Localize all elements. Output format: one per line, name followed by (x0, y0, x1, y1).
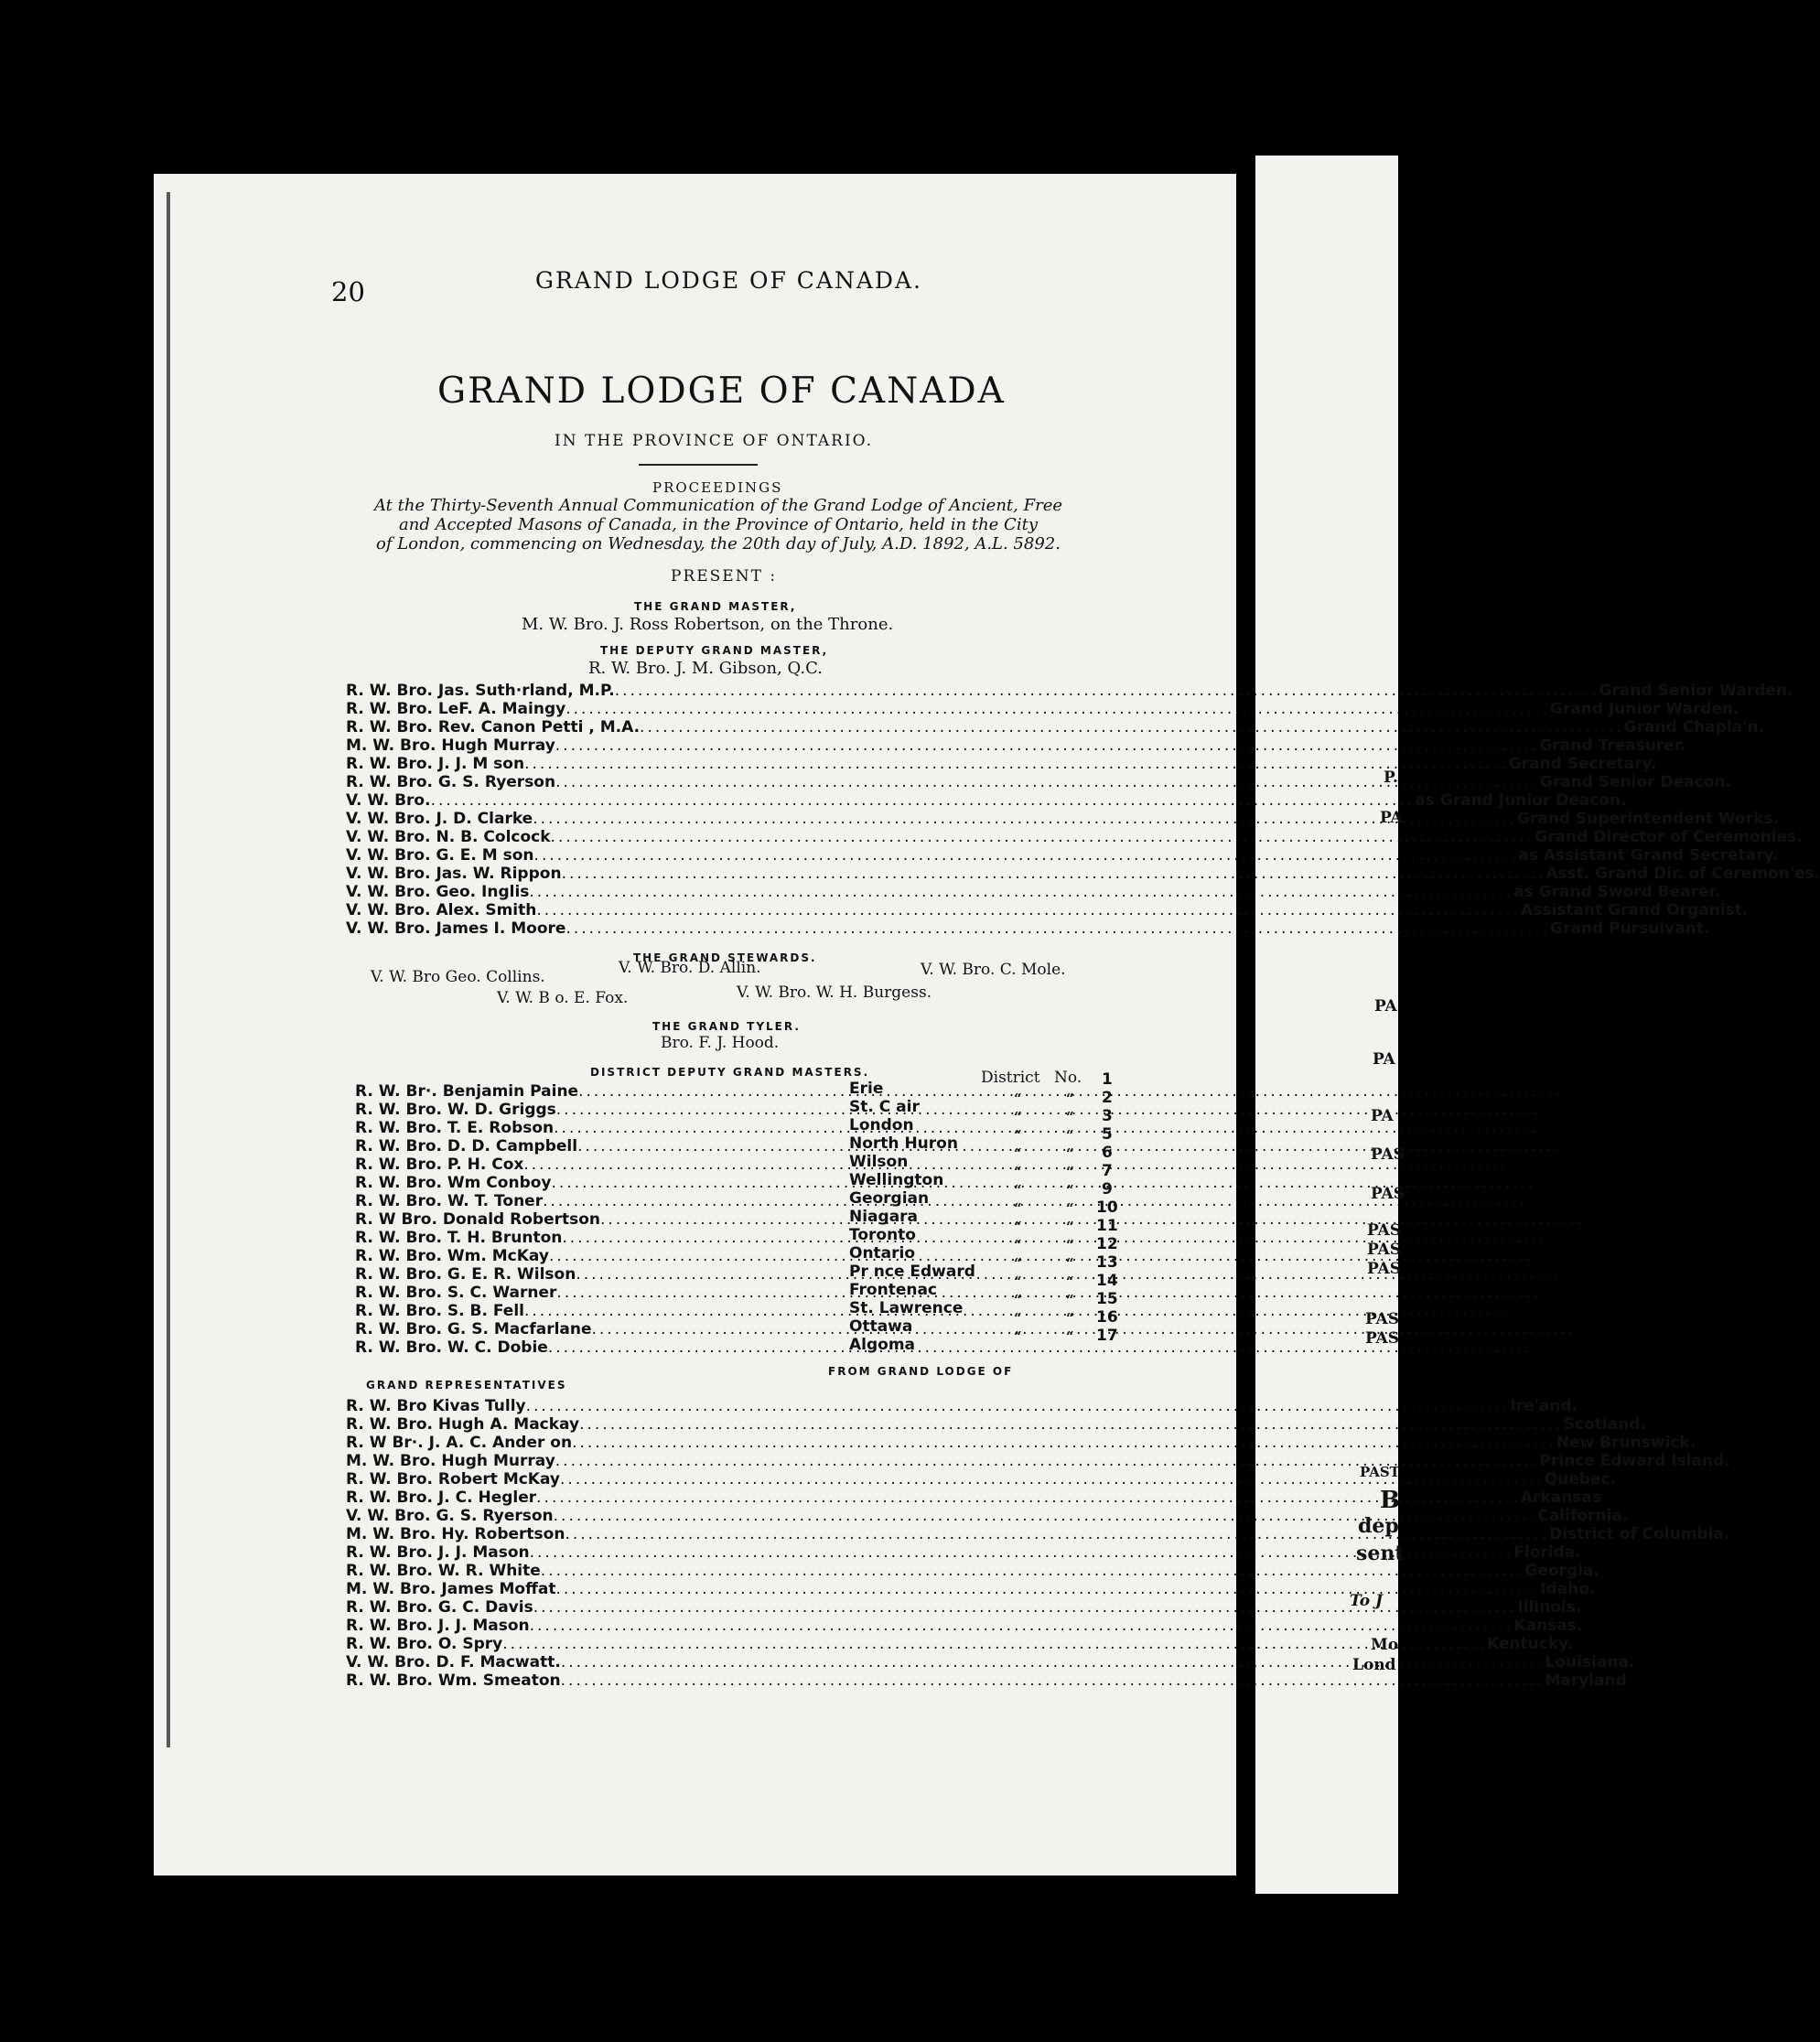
district-number: 10 (1096, 1198, 1118, 1217)
table-row: R. W. Bro. P. H. Cox ..... (355, 1155, 854, 1174)
page-title: GRAND LODGE OF CANADA (437, 371, 1006, 412)
table-row: R. W. Bro. G. S. Macfarlane ..... (355, 1320, 854, 1338)
ditto-mark: “ (1014, 1237, 1022, 1253)
table-row: R. W. Bro. T. E. Robson ..... (355, 1119, 854, 1137)
ditto-mark: “ (1066, 1109, 1074, 1125)
district-number: 15 (1096, 1290, 1118, 1308)
list-item: R. W. Bro. Rev. Canon Petti , M.A. ..... Grand Chapla'n. (346, 718, 1041, 736)
list-item: V. W. Bro. Jas. W. Rippon ..... Asst. Grand Dir. of Ceremon'es. (346, 865, 1041, 883)
page-shadow-edge (167, 192, 170, 1747)
district-number: 3 (1102, 1107, 1113, 1125)
table-row: R. W. Bro. Wm Conboy ..... (355, 1174, 854, 1192)
representatives-heading: GRAND REPRESENTATIVES (366, 1379, 567, 1392)
facing-page-text: PAS (1371, 1145, 1405, 1164)
ditto-mark: “ (1066, 1292, 1074, 1308)
facing-page-text: PAS (1371, 1185, 1405, 1203)
district-name: Wellington (849, 1171, 944, 1189)
grand-stewards-heading: THE GRAND STEWARDS. (633, 951, 817, 964)
ditto-mark: “ (1014, 1292, 1022, 1308)
district-name: Algoma (849, 1336, 916, 1354)
table-row: R. W. Bro. S. B. Fell ..... (355, 1302, 854, 1320)
table-row: R. W. Bro. D. D. Campbell ..... (355, 1137, 854, 1155)
intro-line-1: At the Thirty-Seventh Annual Communication of the Grand Lodge of Ancient, Free (373, 496, 1062, 515)
ditto-mark: “ (1066, 1310, 1074, 1327)
district-name: Erie (849, 1080, 884, 1098)
list-item: R. W. Bro. J. J. Mason ..... Kansas. (346, 1617, 1060, 1635)
facing-page-text: PAST (1360, 1464, 1400, 1480)
list-item: R. W Br·. J. A. C. Ander on ..... New Brunswick. (346, 1434, 1060, 1452)
district-number: 1 (1102, 1070, 1113, 1089)
number-column-header: No. (1054, 1069, 1082, 1087)
ditto-mark: “ (1014, 1164, 1022, 1180)
ditto-mark: “ (1014, 1200, 1022, 1217)
list-item: R. W. Bro. W. R. White ..... Georgia. (346, 1562, 1060, 1580)
table-row: R. W. Bro. S. C. Warner ..... (355, 1284, 854, 1302)
ditto-mark: “ (1066, 1182, 1074, 1198)
grand-master-name: M. W. Bro. J. Ross Robertson, on the Throne. (522, 615, 894, 634)
list-item: R. W. Bro. J. J. M son ..... Grand Secretary. (346, 755, 1041, 773)
list-item: M. W. Bro. Hugh Murray ..... Grand Treasurer. (346, 736, 1041, 755)
proceedings-heading: PROCEEDINGS (652, 479, 783, 496)
steward-name: V. W. Bro. C. Mole. (921, 961, 1066, 979)
list-item: M. W. Bro. Hugh Murray ..... Prince Edward Island. (346, 1452, 1060, 1470)
list-item: R. W. Bro. Robert McKay ..... Quebec. (346, 1470, 1060, 1489)
facing-page-text: Lond (1352, 1656, 1396, 1674)
ditto-mark: “ (1066, 1200, 1074, 1217)
page-number: 20 (331, 276, 365, 307)
district-number: 17 (1096, 1327, 1118, 1345)
list-item: V. W. Bro. D. F. Macwatt. ..... Louisiana. (346, 1653, 1060, 1671)
district-name: Ontario (849, 1244, 916, 1263)
district-name: North Huron (849, 1134, 958, 1153)
table-row: R. W. Bro. G. E. R. Wilson ..... (355, 1265, 854, 1284)
facing-page-text: PA (1380, 809, 1403, 827)
running-head: GRAND LODGE OF CANADA. (535, 267, 922, 294)
facing-page-text: sent (1356, 1542, 1405, 1565)
deputy-grand-master-name: R. W. Bro. J. M. Gibson, Q.C. (588, 659, 823, 678)
list-item: V. W. Bro. James I. Moore ..... Grand Pursuivant. (346, 919, 1041, 938)
district-name: Niagara (849, 1208, 919, 1226)
district-name: St. C air (849, 1098, 920, 1116)
representatives-from-heading: FROM GRAND LODGE OF (828, 1365, 1014, 1378)
steward-name: V. W. Bro. D. Allin. (619, 959, 761, 977)
ditto-mark: “ (1014, 1109, 1022, 1125)
facing-page-text: PAS (1367, 1260, 1402, 1278)
ditto-mark: “ (1014, 1091, 1022, 1107)
list-item: R. W. Bro. J. C. Hegler ..... Arkansas (346, 1489, 1060, 1507)
steward-name: V. W. Bro. W. H. Burgess. (737, 983, 932, 1002)
table-row: R. W. Bro. Wm. McKay ..... (355, 1247, 854, 1265)
list-item: V. W. Bro. Alex. Smith ..... Assistant Grand Organist. (346, 901, 1041, 919)
district-name: Toronto (849, 1226, 916, 1244)
ditto-mark: “ (1066, 1164, 1074, 1180)
deputy-grand-master-heading: THE DEPUTY GRAND MASTER, (600, 644, 829, 657)
facing-page-text: B (1380, 1487, 1400, 1514)
table-row: R. W. Br·. Benjamin Paine ..... (355, 1082, 854, 1101)
district-number: 14 (1096, 1272, 1118, 1290)
list-item: R. W. Bro. Hugh A. Mackay ..... Scotland. (346, 1415, 1060, 1434)
district-number: 13 (1096, 1253, 1118, 1272)
grand-tyler-heading: THE GRAND TYLER. (652, 1020, 801, 1033)
district-name: St. Lawrence (849, 1299, 964, 1317)
list-item: R. W. Bro. G. C. Davis ..... Illinois. (346, 1598, 1060, 1617)
ditto-mark: “ (1014, 1255, 1022, 1272)
ditto-mark: “ (1066, 1145, 1074, 1162)
ditto-mark: “ (1014, 1182, 1022, 1198)
district-number: 5 (1102, 1125, 1113, 1144)
facing-page-text: PA (1374, 997, 1397, 1016)
district-number: 2 (1102, 1089, 1113, 1107)
list-item: R. W. Bro. O. Spry ..... Kentucky. (346, 1635, 1060, 1653)
list-item: M. W. Bro. James Moffat ..... Idaho. (346, 1580, 1060, 1598)
list-item: M. W. Bro. Hy. Robertson ..... District of Columbia. (346, 1525, 1060, 1543)
title-rule (639, 464, 758, 466)
ditto-mark: “ (1066, 1274, 1074, 1290)
ditto-mark: “ (1066, 1219, 1074, 1235)
facing-page-text: dep (1358, 1514, 1399, 1538)
present-heading: PRESENT : (671, 567, 778, 586)
ditto-mark: “ (1014, 1274, 1022, 1290)
district-number: 6 (1102, 1144, 1113, 1162)
ddgm-heading: DISTRICT DEPUTY GRAND MASTERS. (590, 1066, 870, 1079)
list-item: V. W. Bro. Geo. Inglis ..... as Grand Sword Bearer. (346, 883, 1041, 901)
facing-page-text: PAS (1367, 1241, 1402, 1259)
district-number: 12 (1096, 1235, 1118, 1253)
district-name: Pr nce Edward (849, 1263, 975, 1281)
grand-tyler-name: Bro. F. J. Hood. (661, 1034, 780, 1052)
list-item: R. W. Bro. G. S. Ryerson ..... Grand Senior Deacon. (346, 773, 1041, 791)
steward-name: V. W. Bro Geo. Collins. (371, 968, 545, 986)
ditto-mark: “ (1014, 1145, 1022, 1162)
ditto-mark: “ (1066, 1237, 1074, 1253)
facing-page-text: To J (1350, 1592, 1384, 1610)
district-name: London (849, 1116, 914, 1134)
district-number: 7 (1102, 1162, 1113, 1180)
page-subtitle: IN THE PROVINCE OF ONTARIO. (555, 432, 874, 450)
ditto-mark: “ (1014, 1328, 1022, 1345)
steward-name: V. W. B o. E. Fox. (497, 989, 629, 1007)
district-number: 9 (1102, 1180, 1113, 1198)
list-item: V. W. Bro. N. B. Colcock ..... Grand Director of Ceremonies. (346, 828, 1041, 846)
list-item: R. W. Bro Kivas Tully ..... Ire'and. (346, 1397, 1060, 1415)
table-row: R. W Bro. Donald Robertson ..... (355, 1210, 854, 1229)
ditto-mark: “ (1066, 1091, 1074, 1107)
list-item: R. W. Bro. J. J. Mason ..... Florida. (346, 1543, 1060, 1562)
district-name: Wilson (849, 1153, 909, 1171)
facing-page-text: PAS (1365, 1310, 1400, 1328)
table-row: R. W. Bro. W. D. Griggs ..... (355, 1101, 854, 1119)
facing-page-text: PAS (1365, 1329, 1400, 1348)
facing-page-text: PA (1371, 1107, 1394, 1125)
district-number: 16 (1096, 1308, 1118, 1327)
list-item: R. W. Bro. LeF. A. Maingy ..... Grand Junior Warden. (346, 700, 1041, 718)
facing-page-text: PAS (1367, 1221, 1402, 1240)
facing-page-text: PA (1373, 1050, 1395, 1069)
facing-page-text: P. (1384, 768, 1398, 787)
table-row: R. W. Bro. W. C. Dobie ..... (355, 1338, 854, 1357)
intro-line-3: of London, commencing on Wednesday, the 20th day of July, A.D. 1892, A.L. 5892. (376, 534, 1061, 553)
facing-page-text: Mo (1371, 1636, 1399, 1654)
ditto-mark: “ (1066, 1328, 1074, 1345)
ditto-mark: “ (1066, 1127, 1074, 1144)
table-row: R. W. Bro. W. T. Toner ..... (355, 1192, 854, 1210)
district-name: Frontenac (849, 1281, 937, 1299)
district-column-header: District (981, 1069, 1040, 1087)
ditto-mark: “ (1014, 1127, 1022, 1144)
district-name: Ottawa (849, 1317, 913, 1336)
list-item: V. W. Bro. ..... as Grand Junior Deacon. (346, 791, 1041, 810)
ditto-mark: “ (1014, 1219, 1022, 1235)
list-item: R. W. Bro. Jas. Suth·rland, M.P. ..... Grand Senior Warden. (346, 682, 1041, 700)
list-item: R. W. Bro. Wm. Smeaton ..... Maryland (346, 1671, 1060, 1690)
list-item: V. W. Bro. G. E. M son ..... as Assistant Grand Secretary. (346, 846, 1041, 865)
list-item: V. W. Bro. J. D. Clarke ..... Grand Superintendent Works. (346, 810, 1041, 828)
table-row: R. W. Bro. T. H. Brunton ..... (355, 1229, 854, 1247)
list-item: V. W. Bro. G. S. Ryerson ..... California. (346, 1507, 1060, 1525)
intro-line-2: and Accepted Masons of Canada, in the Province of Ontario, held in the City (399, 515, 1038, 534)
grand-master-heading: THE GRAND MASTER, (634, 600, 797, 613)
ditto-mark: “ (1014, 1310, 1022, 1327)
district-name: Georgian (849, 1189, 930, 1208)
ditto-mark: “ (1066, 1255, 1074, 1272)
district-number: 11 (1096, 1217, 1118, 1235)
